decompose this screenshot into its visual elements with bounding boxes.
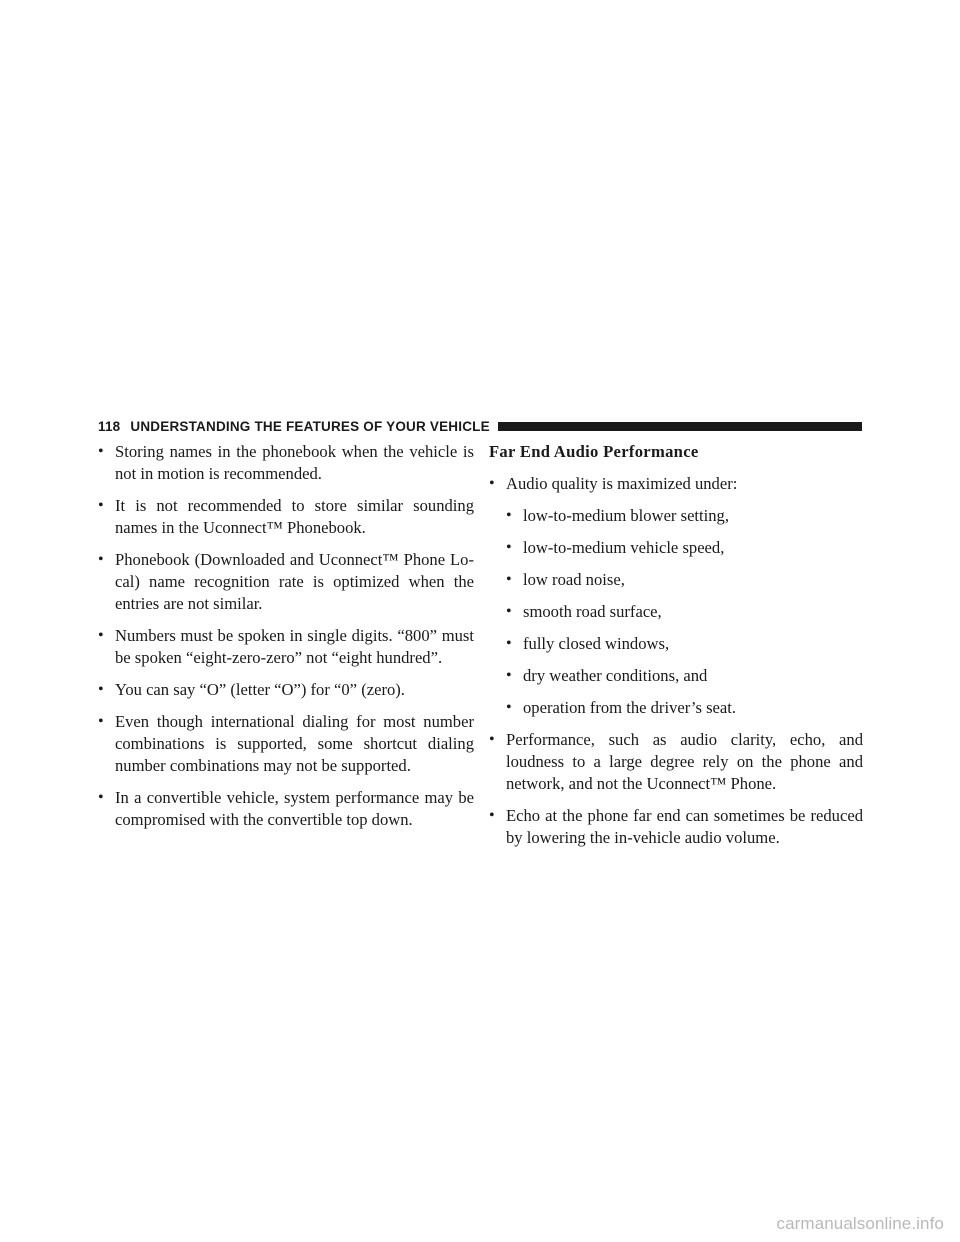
list-item-text: In a convertible vehicle, system performance may be compromised with the convertible top down. [115,788,474,829]
bullet-icon: • [506,699,512,716]
list-item-text: Performance, such as audio clarity, echo, and loudness to a large degree rely on the phone and network, and not the Uconnect™ Phone. [506,730,863,793]
bullet-icon: • [98,627,104,644]
list-item-text: Storing names in the phonebook when the vehicle is not in motion is recommended. [115,442,474,483]
bullet-icon: • [98,443,104,460]
bullet-icon: • [506,667,512,684]
sub-list-item-text: operation from the driver’s seat. [523,698,737,717]
list-item [489,805,863,849]
list-item [98,549,474,615]
audio-list [489,473,863,849]
list-item [98,441,474,485]
sub-list-item-text: dry weather conditions, and [523,666,708,685]
bullet-icon: • [98,497,104,514]
page-header [98,418,862,434]
header-rule [498,422,862,431]
sub-list-item [506,569,863,591]
sub-list-item [506,537,863,559]
sub-list-item [506,697,863,719]
sub-list-item-text: low-to-medium blower setting, [523,506,730,525]
bullet-icon: • [489,475,495,492]
list-item-text: Even though international dialing for most number combinations is supported, some shortcut dialing number combinations may not be supported. [115,712,474,775]
watermark-text: carmanualsonline.info [776,1214,944,1233]
list-item [98,787,474,831]
bullet-icon: • [98,713,104,730]
bullet-icon: • [506,635,512,652]
bullet-icon: • [98,789,104,806]
sub-list-item-text: low-to-medium vehicle speed, [523,538,725,557]
list-item-text: Echo at the phone far end can sometimes be reduced by lowering the in-vehicle audio volume. [506,806,863,847]
list-item [98,679,474,701]
section-title: UNDERSTANDING THE FEATURES OF YOUR VEHICLE [130,418,490,434]
list-item-text: You can say “O” (letter “O”) for “0” (zero). [115,680,405,699]
list-item-text: Numbers must be spoken in single digits. “800” must be spoken “eight-zero-zero” not “eight hundred”. [115,626,474,667]
bullet-icon: • [489,807,495,824]
bullet-icon: • [489,731,495,748]
list-item [489,473,863,719]
sub-list-item-text: smooth road surface, [523,602,662,621]
bullet-icon: • [98,681,104,698]
list-item [98,625,474,669]
sub-list-item [506,601,863,623]
page-number: 118 [98,418,121,434]
list-item [98,495,474,539]
list-item [489,729,863,795]
sub-list-item [506,665,863,687]
bullet-icon: • [506,539,512,556]
sub-list-item-text: fully closed windows, [523,634,670,653]
sub-list-item [506,505,863,527]
bullet-icon: • [98,551,104,568]
sub-list-item [506,633,863,655]
right-column [489,441,863,859]
bullet-icon: • [506,603,512,620]
list-item-text: Phonebook (Downloaded and Uconnect™ Phone Lo-cal) name recognition rate is optimized when the entries are not similar. [115,550,474,613]
left-column [98,441,474,841]
list-item-text: It is not recommended to store similar sounding names in the Uconnect™ Phonebook. [115,496,474,537]
bullet-icon: • [506,571,512,588]
sub-list-item-text: low road noise, [523,570,625,589]
list-item-text: Audio quality is maximized under: [506,474,738,493]
section-heading: Far End Audio Performance [489,442,699,461]
bullet-icon: • [506,507,512,524]
conditions-list [506,505,863,719]
list-item [98,711,474,777]
tips-list [98,441,474,831]
